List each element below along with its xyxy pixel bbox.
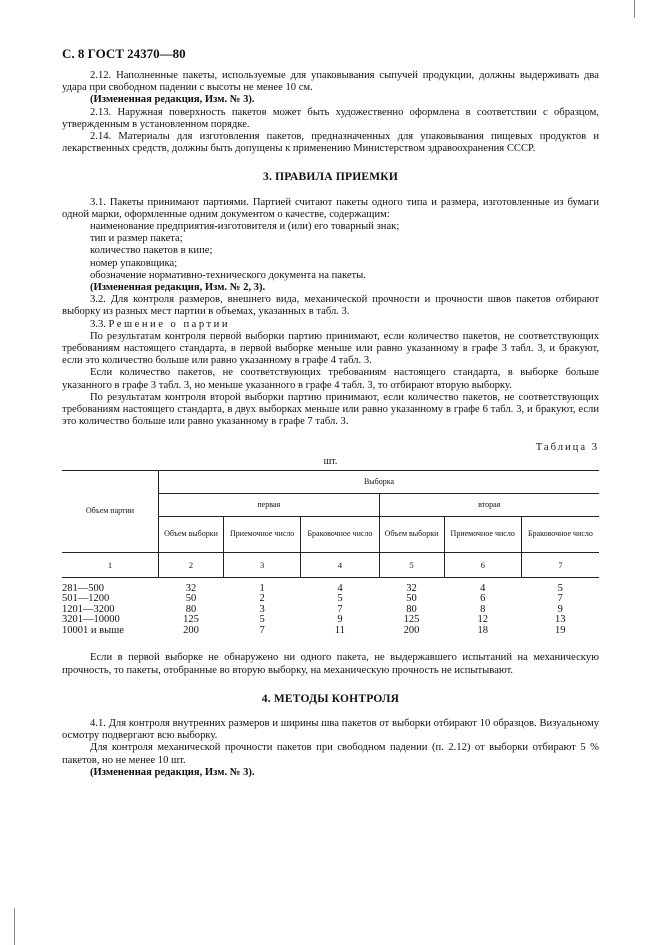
clause-3-2: 3.2. Для контроля размеров, внешнего вида, механической прочности и прочности швов пакетов отбирают выборку из разных мест партии в объемах, указанных в табл. 3.	[62, 294, 599, 318]
table-cell: 3	[259, 603, 265, 615]
clause-4-1: 4.1. Для контроля внутренних размеров и ширины шва пакетов от выборки отбирают 10 образцов. Визуальному осмотру подвергают всю выборку.	[62, 718, 599, 742]
table-cell: 13	[554, 614, 566, 626]
clause-3-3-paragraph: По результатам контроля второй выборки партию принимают, если количество пакетов, не соответствующих требованиям настоящего стандарта, в двух выборках меньше или равно указанному в графе 6 табл. 3, и бракуют, если это количество больше или равно указанному в графе 7 табл. 3.	[62, 391, 599, 428]
table-cell: 8	[480, 603, 486, 615]
scan-edge-mark-top	[634, 0, 635, 18]
table-cell: 281—500	[62, 582, 104, 594]
after-table-paragraph: Если в первой выборке не обнаружено ни одного пакета, не выдержавшего испытаний на механическую прочность, то пакеты, отобранные во вторую выборку, на механическую прочность не испытывают.	[62, 652, 599, 676]
table-cell: 200	[403, 624, 420, 636]
revision-note: (Измененная редакция, Изм. № 2, 3).	[90, 282, 266, 294]
subheader-reject: Браковочное число	[301, 516, 379, 552]
document-body	[62, 70, 599, 779]
table-cell: 50	[406, 593, 417, 605]
clause-2-13: 2.13. Наружная поверхность пакетов может быть художественно оформлена в соответствии с образцом, утвержденным в установленном порядке.	[62, 106, 599, 130]
revision-note: (Измененная редакция, Изм. № 3).	[90, 766, 255, 778]
clause-3-1: 3.1. Пакеты принимают партиями. Партией считают пакеты одного типа и размера, изготовленные из бумаги одной марки, оформленные одним документом о качестве, содержащим:	[62, 196, 599, 220]
section-3-heading: 3. ПРАВИЛА ПРИЕМКИ	[263, 171, 398, 184]
revision-note: (Измененная редакция, Изм. № 3).	[90, 94, 255, 106]
subheader-volume: Объем выборки	[379, 516, 444, 552]
table-cell: 9	[557, 603, 563, 615]
table-cell: 7	[337, 603, 343, 615]
clause-2-12: 2.12. Наполненные пакеты, используемые для упаковывания сыпучей продукции, должны выдерживать два удара при свободном падении с высоты не менее 10 см.	[62, 70, 599, 94]
table-row	[62, 615, 599, 626]
clause-title-spaced: Решение о партии	[108, 318, 230, 330]
clause-3-3-title	[62, 319, 599, 331]
table-cell: 12	[477, 614, 488, 626]
page-header: С. 8 ГОСТ 24370—80	[62, 46, 186, 61]
table-row	[62, 626, 599, 637]
table-row	[62, 577, 599, 594]
table-cell: 7	[557, 593, 563, 605]
table-cell: 501—1200	[62, 593, 110, 605]
subheader-accept: Приемочное число	[223, 516, 300, 552]
table-row	[62, 594, 599, 605]
table-unit: шт.	[323, 455, 338, 467]
table-cell: 2	[259, 593, 265, 605]
table-cell: 125	[183, 614, 199, 626]
table-cell: 9	[337, 614, 343, 626]
section-4-heading: 4. МЕТОДЫ КОНТРОЛЯ	[261, 692, 400, 705]
list-item: тип и размер пакета;	[90, 233, 183, 245]
column-header-first: первая	[159, 493, 380, 516]
column-number: 3	[223, 552, 300, 577]
table-cell: 5	[259, 614, 265, 626]
sampling-table	[62, 470, 599, 637]
column-header-second: вторая	[379, 493, 599, 516]
table-cell: 10001 и выше	[62, 624, 124, 636]
table-cell: 19	[554, 624, 566, 636]
table-cell: 80	[185, 603, 197, 615]
list-item: номер упаковщика;	[90, 257, 178, 269]
table-caption: Таблица 3	[535, 442, 599, 454]
table-cell: 5	[557, 582, 563, 594]
column-header-lot: Объем партии	[62, 470, 159, 552]
subheader-reject: Браковочное число	[521, 516, 599, 552]
table-cell: 50	[185, 593, 197, 605]
clause-3-3-paragraph: Если количество пакетов, не соответствующих требованиям настоящего стандарта, в выборке больше указанного в графе 3 табл. 3, но меньше указанного в графе 4 табл. 3, то отбирают вторую выборку.	[62, 367, 599, 391]
column-number: 1	[62, 552, 159, 577]
list-item: количество пакетов в кипе;	[90, 245, 213, 257]
scan-edge-mark-bottom	[14, 908, 15, 945]
table-cell: 3201—10000	[62, 614, 120, 626]
clause-2-14: 2.14. Материалы для изготовления пакетов, предназначенных для упаковывания пищевых продуктов и лекарственных средств, должны быть допущены к применению Министерством здравоохранения СССР.	[62, 131, 599, 155]
table-cell: 32	[406, 582, 417, 594]
table-cell: 200	[183, 624, 199, 636]
table-cell: 125	[403, 614, 420, 626]
clause-4-1-paragraph: Для контроля механической прочности пакетов при свободном падении (п. 2.12) от выборки отбирают 5 % пакетов, но не менее 10 шт.	[62, 742, 599, 766]
table-cell: 32	[185, 582, 197, 594]
table-cell: 6	[480, 593, 486, 605]
column-number: 2	[159, 552, 224, 577]
list-item: наименование предприятия-изготовителя и (или) его товарный знак;	[90, 221, 400, 233]
table-cell: 1	[259, 582, 265, 594]
table-row	[62, 605, 599, 616]
table-cell: 4	[337, 582, 343, 594]
subheader-volume: Объем выборки	[159, 516, 224, 552]
column-number: 6	[444, 552, 521, 577]
column-number-row	[62, 552, 599, 577]
column-number: 5	[379, 552, 444, 577]
clause-number: 3.3.	[90, 318, 106, 330]
table-cell: 5	[337, 593, 343, 605]
column-number: 4	[301, 552, 379, 577]
table-cell: 11	[334, 624, 345, 636]
column-header-sample: Выборка	[159, 470, 600, 493]
table-cell: 18	[477, 624, 488, 636]
table-cell: 1201—3200	[62, 603, 115, 615]
column-number: 7	[521, 552, 599, 577]
clause-3-3-paragraph: По результатам контроля первой выборки партию принимают, если количество пакетов, не соответствующих требованиям настоящего стандарта, в первой выборке меньше или равно указанному в графе 3 табл. 3, и бракуют, если это количество больше или равно указанному в графе 4 табл. 3.	[62, 330, 599, 367]
list-item: обозначение нормативно-технического документа на пакеты.	[90, 269, 366, 281]
table-cell: 80	[406, 603, 417, 615]
table-cell: 4	[480, 582, 486, 594]
subheader-accept: Приемочное число	[444, 516, 521, 552]
table-cell: 7	[259, 624, 265, 636]
